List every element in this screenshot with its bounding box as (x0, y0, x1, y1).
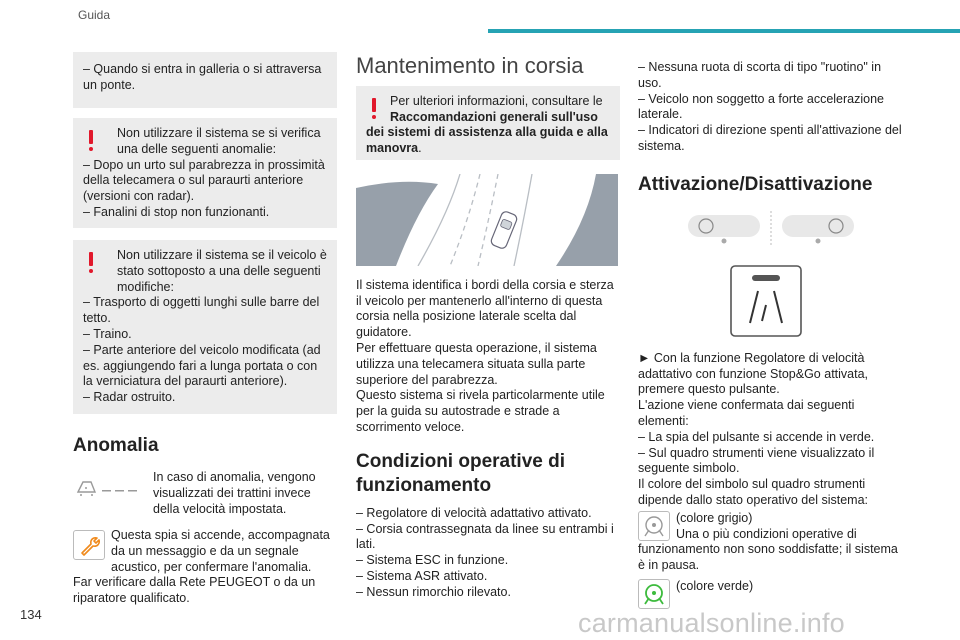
warning-box-modifications (73, 240, 337, 414)
paragraph: – La spia del pulsante si accende in verde. (638, 429, 875, 444)
grey-text: Una o più condizioni operative di funzionamento non sono soddisfatte; il sistema è in pausa. (638, 526, 898, 573)
condition-item: – Nessuna ruota di scorta di tipo "ruotino" in uso. (638, 60, 882, 90)
green-label: (colore verde) (676, 578, 754, 593)
warning-line: – Dopo un urto sul parabrezza in prossimità della telecamera o sul paraurti anteriore (versioni con radar). (83, 157, 325, 204)
condition-item: – Indicatori di direzione spenti all'attivazione del sistema. (638, 123, 902, 153)
grey-symbol-block (638, 511, 902, 575)
warning-icon (89, 130, 93, 144)
section-title: Mantenimento in corsia (356, 53, 584, 78)
spia-text: Questa spia si accende, accompagnata da un messaggio e da un segnale acustico, per confermare l'anomalia. (111, 528, 330, 574)
description (356, 278, 620, 436)
anomalia-block (73, 470, 337, 522)
paragraph: Il sistema identifica i bordi della corsia e sterza il veicolo per mantenerlo all'interno di questa corsia nella posizione laterale scelta dal guidatore. (356, 277, 614, 340)
conditions-continued (638, 60, 902, 155)
lane-keeping-button[interactable] (730, 265, 802, 337)
right-column (638, 60, 902, 613)
header-bar (488, 29, 960, 33)
paragraph: Questo sistema si rivela particolarmente utile per la guida su autostrade e strade a scorrimento veloce. (356, 388, 605, 434)
warning-box-anomalies (73, 118, 337, 228)
warning-line: – Traino. (83, 326, 132, 341)
tunnel-text: – Quando si entra in galleria o si attraversa un ponte. (83, 62, 322, 92)
conditions-heading: Condizioni operative di funzionamento (356, 450, 566, 496)
warning-icon (89, 252, 93, 266)
green-lane-icon (638, 579, 670, 609)
spia-block (73, 528, 337, 607)
middle-column (356, 53, 620, 601)
warning-line: – Fanalini di stop non funzionanti. (83, 204, 270, 219)
lane-keeping-illustration (356, 174, 618, 266)
info-box-tunnel (73, 52, 337, 108)
dashes-speed-icon (75, 476, 143, 498)
grey-label: (colore grigio) (676, 510, 753, 525)
warning-line: – Parte anteriore del veicolo modificata (ad es. aggiungendo fari a lunga portata o con la verniciatura del paraurti anteriore). (83, 342, 321, 389)
page-number: 134 (20, 607, 42, 622)
conditions-list (356, 506, 620, 601)
warning-icon (372, 98, 376, 112)
left-column (73, 52, 337, 607)
anomalia-heading: Anomalia (73, 435, 159, 456)
paragraph: L'azione viene confermata dai seguenti elementi: (638, 398, 855, 428)
warning-bold: Raccomandazioni generali sull'uso dei sistemi di assistenza alla guida e alla manovra (366, 109, 608, 156)
warning-post: . (418, 141, 422, 156)
condition-item: – Sistema ESC in funzione. (356, 553, 509, 568)
paragraph: – Sul quadro strumenti viene visualizzato il seguente simbolo. (638, 445, 875, 476)
condition-item: – Veicolo non soggetto a forte accelerazione laterale. (638, 91, 885, 122)
spia-text-2: Far verificare dalla Rete PEUGEOT o da un riparatore qualificato. (73, 575, 316, 606)
condition-item: – Corsia contrassegnata da linee su entrambi i lati. (356, 521, 614, 552)
paragraph: Il colore del simbolo sul quadro strumenti dipende dallo stato operativo del sistema: (638, 477, 869, 507)
paragraph: Per effettuare questa operazione, il sistema utilizza una telecamera situata sulla parte superiore del parabrezza. (356, 340, 597, 387)
activation-heading: Attivazione/Disattivazione (638, 173, 873, 195)
grey-lane-icon (638, 511, 670, 541)
anomalia-text: In caso di anomalia, vengono visualizzati dei trattini invece della velocità impostata. (153, 470, 316, 516)
warning-line: – Trasporto di oggetti lunghi sulle barre del tetto. (83, 295, 320, 326)
steering-wheel-controls-icon (686, 211, 856, 247)
watermark: carmanualsonline.info (578, 608, 845, 638)
wrench-warning-icon (73, 530, 105, 560)
paragraph: ► Con la funzione Regolatore di velocità adattativo con funzione Stop&Go attivata, premere questo pulsante. (638, 350, 869, 397)
condition-item: – Regolatore di velocità adattativo attivato. (356, 505, 592, 520)
activation-text (638, 351, 902, 509)
warning-box-info (356, 86, 620, 160)
condition-item: – Nessun rimorchio rilevato. (356, 584, 511, 599)
condition-item: – Sistema ASR attivato. (356, 568, 488, 583)
warning-pre: Per ulteriori informazioni, consultare le (390, 93, 603, 108)
warning-line: – Radar ostruito. (83, 390, 176, 405)
warning-head: Non utilizzare il sistema se il veicolo è stato sottoposto a una delle seguenti modifiche: (117, 248, 327, 294)
warning-head: Non utilizzare il sistema se si verifica una delle seguenti anomalie: (117, 126, 321, 156)
header-title: Guida (78, 8, 111, 22)
